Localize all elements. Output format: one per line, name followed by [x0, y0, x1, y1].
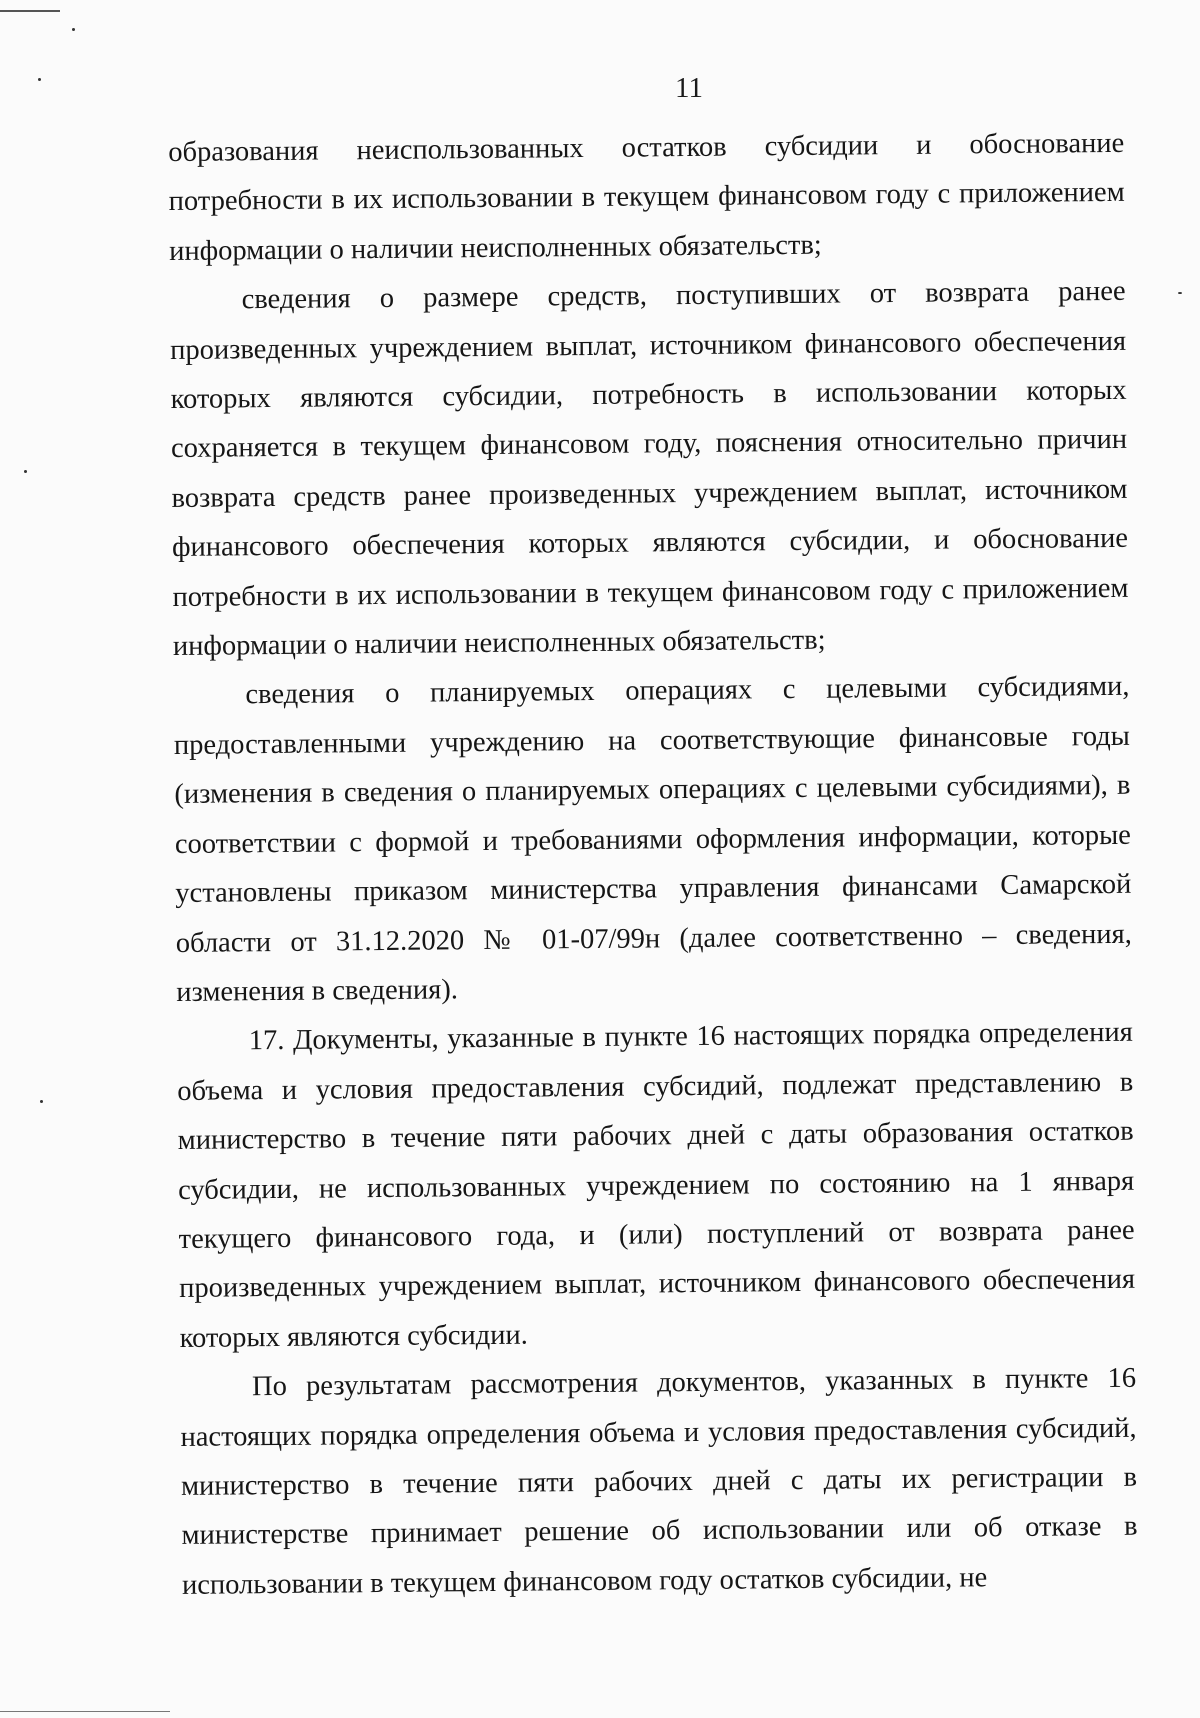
paragraph: сведения о размере средств, поступивших от возврата ранее произведенных учреждением выплат, источником финансового обеспечения которых являются субсидии, потребность в использовании которых сохраняется в текущем финансовом году, пояснения относительно причин возврата средств ранее произведенных учреждением выплат, источником финансового обеспечения которых являются субсидии, и обоснование потребности в их использовании в текущем финансовом году с приложением информации о наличии неисполненных обязательств;: [169, 276, 1129, 663]
page-number: 11: [675, 72, 703, 104]
scan-speck: [72, 28, 75, 31]
paragraph-continuation: образования неиспользованных остатков субсидии и обоснование потребности в их использовании в текущем финансовом году с приложением информации о наличии неисполненных обязательств;: [168, 127, 1125, 267]
scan-speck: [24, 470, 27, 473]
paragraph: сведения о планируемых операциях с целевыми субсидиями, предоставленными учреждению на соответствующие финансовые годы (изменения в сведения о планируемых операциях с целевыми субсидиями), в соответствии с формой и требованиями оформления информации, которые установлены приказом министерства управления финансами Самарской области от 31.12.2020 № 01-07/99н (далее соответственно – сведения, изменения в сведения).: [173, 671, 1132, 1008]
scan-edge-mark: [0, 0, 60, 12]
body-text: [168, 119, 1138, 1610]
paragraph: По результатам рассмотрения документов, указанных в пункте 16 настоящих порядка определения объема и условия предоставления субсидий, министерство в течение пяти рабочих дней с даты их регистрации в министерстве принимает решение об использовании или об отказе в использовании в текущем финансовом году остатков субсидии, не: [180, 1362, 1138, 1601]
scan-speck: [40, 1100, 43, 1103]
paragraph: 17. Документы, указанные в пункте 16 настоящих порядка определения объема и условия предоставления субсидий, подлежат представлению в министерство в течение пяти рабочих дней с даты образования остатков субсидии, не использованных учреждением по состоянию на 1 января текущего финансового года, и (или) поступлений от возврата ранее произведенных учреждением выплат, источником финансового обеспечения которых являются субсидии.: [177, 1017, 1136, 1354]
scan-edge-mark: [0, 1711, 170, 1718]
scan-speck: [1178, 292, 1182, 294]
